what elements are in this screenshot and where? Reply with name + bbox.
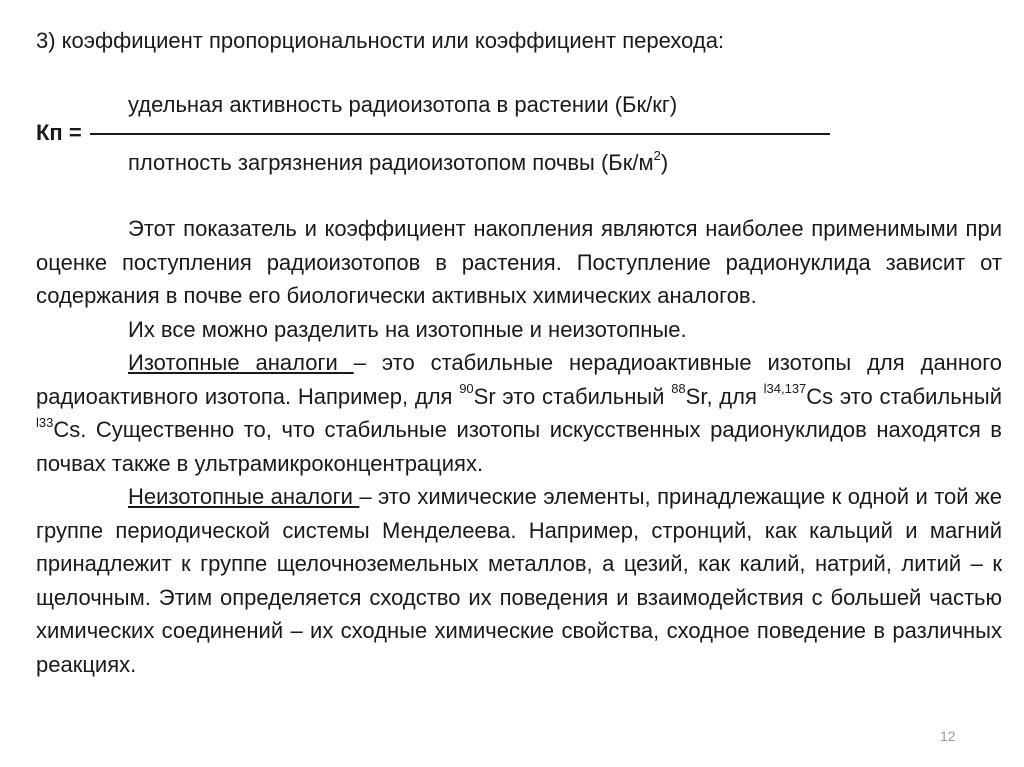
denominator-close: ) (660, 150, 669, 175)
p3-text-2: Sr это стабильный (473, 383, 672, 409)
p3-text-1: – это стабильные нерадиоактивные изотопы для данного радиоактивного изотопа. Например, для (36, 350, 1002, 409)
formula-denominator (128, 147, 669, 176)
page-number: 12 (940, 728, 956, 744)
paragraph-3 (36, 346, 1002, 480)
paragraph-1: Этот показатель и коэффициент накопления являются наиболее применимыми при оценке поступления радиоизотопов в растения. Поступление радионуклида зависит от содержания в почве его биологически активных химических аналогов. (36, 216, 1002, 308)
isotope-sup-2: 88 (671, 381, 686, 397)
p3-text-5: Cs. Существенно то, что стабильные изотопы искусственных радионуклидов находятся в почвах также в ультрамикроконцентрациях. (36, 417, 1002, 476)
formula-lhs: Кп = (36, 120, 82, 145)
paragraph-4 (36, 480, 1002, 681)
isotope-sup-1: 90 (459, 381, 474, 397)
p3-text-4: Cs это стабильный (806, 383, 1002, 409)
term-isotopic-analogs: Изотопные аналоги (128, 350, 354, 375)
isotope-sup-3: l34,137 (763, 381, 807, 397)
denominator-exponent: 2 (653, 147, 661, 163)
term-nonisotopic-analogs: Неизотопные аналоги (128, 484, 360, 509)
p4-text: – это химические элементы, принадлежащие к одной и той же группе периодической системы Менделеева. Например, стронций, как кальций и магний принадлежит к группе щелочноземельных металлов, а цезий, как калий, натрий, литий – к щелочным. Этим определяется сходство их поведения и взаимодействия с большей частью химических соединений – их сходные химические свойства, сходное поведение в различных реакциях. (36, 484, 1002, 677)
heading: 3) коэффициент пропорциональности или коэффициент перехода: (36, 28, 725, 53)
paragraph-2: Их все можно разделить на изотопные и неизотопные. (128, 316, 687, 342)
body-text (36, 212, 1002, 681)
formula-numerator: удельная активность радиоизотопа в растении (Бк/кг) (128, 92, 678, 117)
fraction-bar (90, 133, 830, 135)
denominator-text: плотность загрязнения радиоизотопом почвы (Бк/м (128, 150, 654, 175)
p3-text-3: Sr, для (685, 383, 764, 409)
isotope-sup-4: l33 (36, 414, 54, 430)
